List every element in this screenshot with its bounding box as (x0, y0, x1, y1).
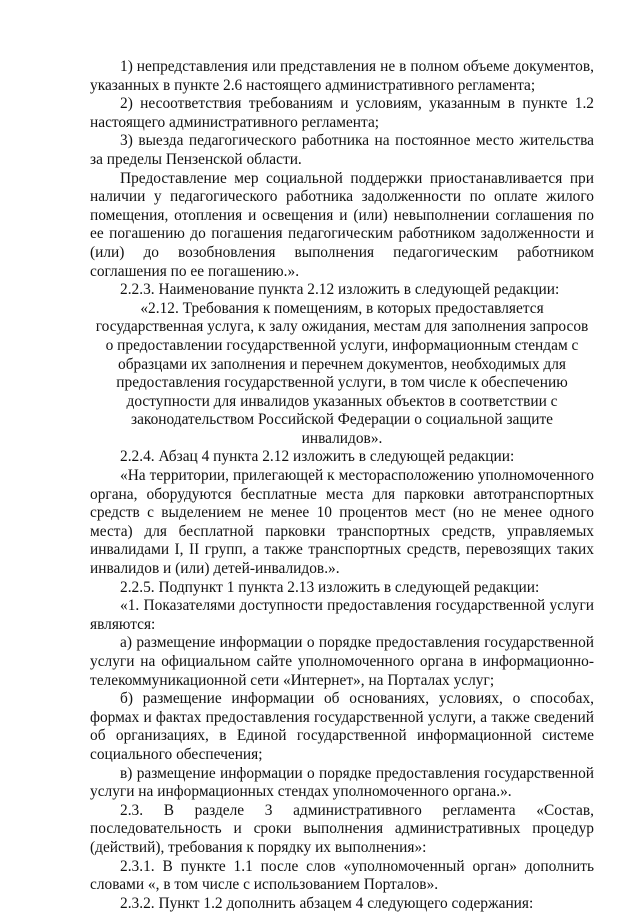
list-item-3: 3) выезда педагогического работника на постоянное место жительства за пределы Пензенской области. (90, 132, 594, 168)
clause-2-2-4: 2.2.4. Абзац 4 пункта 2.12 изложить в следующей редакции: (120, 448, 515, 466)
clause-2-2-5: 2.2.5. Подпункт 1 пункта 2.13 изложить в следующей редакции: (120, 578, 540, 596)
parking-paragraph: «На территории, прилегающей к месторасположению уполномоченного органа, оборудуются бесплатные места для парковки автотранспортных средств с выделением не менее 10 процентов мест (но не менее одного места) для бесплатной парковки транспортных средств, управляемых инвалидами I, II групп, а также транспортных средств, перевозящих таких инвалидов и (или) детей-инвалидов.». (90, 467, 594, 578)
indicator-a: а) размещение информации о порядке предоставления государственной услуги на официальном сайте уполномоченного органа в информационно-телекоммуникационной сети «Интернет», на Порталах услуг; (90, 634, 594, 689)
clause-2-2-3: 2.2.3. Наименование пункта 2.12 изложить в следующей редакции: (120, 281, 560, 299)
section-2-12-heading: «2.12. Требования к помещениям, в которых предоставляется государственная услуга, к залу ожидания, местам для заполнения запросов о предоставлении государственной услуги, информационным стендам с образцами их заполнения и перечнем документов, необходимых для предоставления государственной услуги, в том числе к обеспечению доступности для инвалидов указанных объектов в соответствии с законодательством Российской Федерации о социальной защите инвалидов». (95, 299, 589, 447)
clause-2-3: 2.3. В разделе 3 административного регламента «Состав, последовательность и сроки выполнения административных процедур (действий), требования к порядку их выполнения»: (90, 801, 594, 856)
indicators-intro: «1. Показателями доступности предоставления государственной услуги являются: (90, 597, 594, 633)
indicator-c: в) размещение информации о порядке предоставления государственной услуги на информационных стендах уполномоченного органа.». (90, 764, 594, 801)
clause-2-3-1: 2.3.1. В пункте 1.1 после слов «уполномоченный орган» дополнить словами «, в том числе с использованием Порталов». (90, 857, 594, 894)
list-item-2: 2) несоответствия требованиям и условиям, указанным в пункте 1.2 настоящего административного регламента; (90, 95, 594, 131)
suspension-paragraph: Предоставление мер социальной поддержки приостанавливается при наличии у педагогического работника задолженности по оплате жилого помещения, отопления и освещения и (или) невыполнении соглашения по ее погашению до погашения педагогическим работником задолженности и (или) до возобновления выполнения педагогическим работником соглашения по ее погашению.». (90, 169, 594, 280)
document-page (90, 58, 594, 913)
clause-2-3-2: 2.3.2. Пункт 1.2 дополнить абзацем 4 следующего содержания: (120, 894, 534, 912)
indicator-b: б) размещение информации об основаниях, условиях, о способах, формах и фактах предоставления государственной услуги, а также сведений об организациях, в Единой государственной информационной системе социального обеспечения; (90, 690, 594, 763)
list-item-1: 1) непредставления или представления не в полном объеме документов, указанных в пункте 2.6 настоящего административного регламента; (90, 58, 594, 94)
